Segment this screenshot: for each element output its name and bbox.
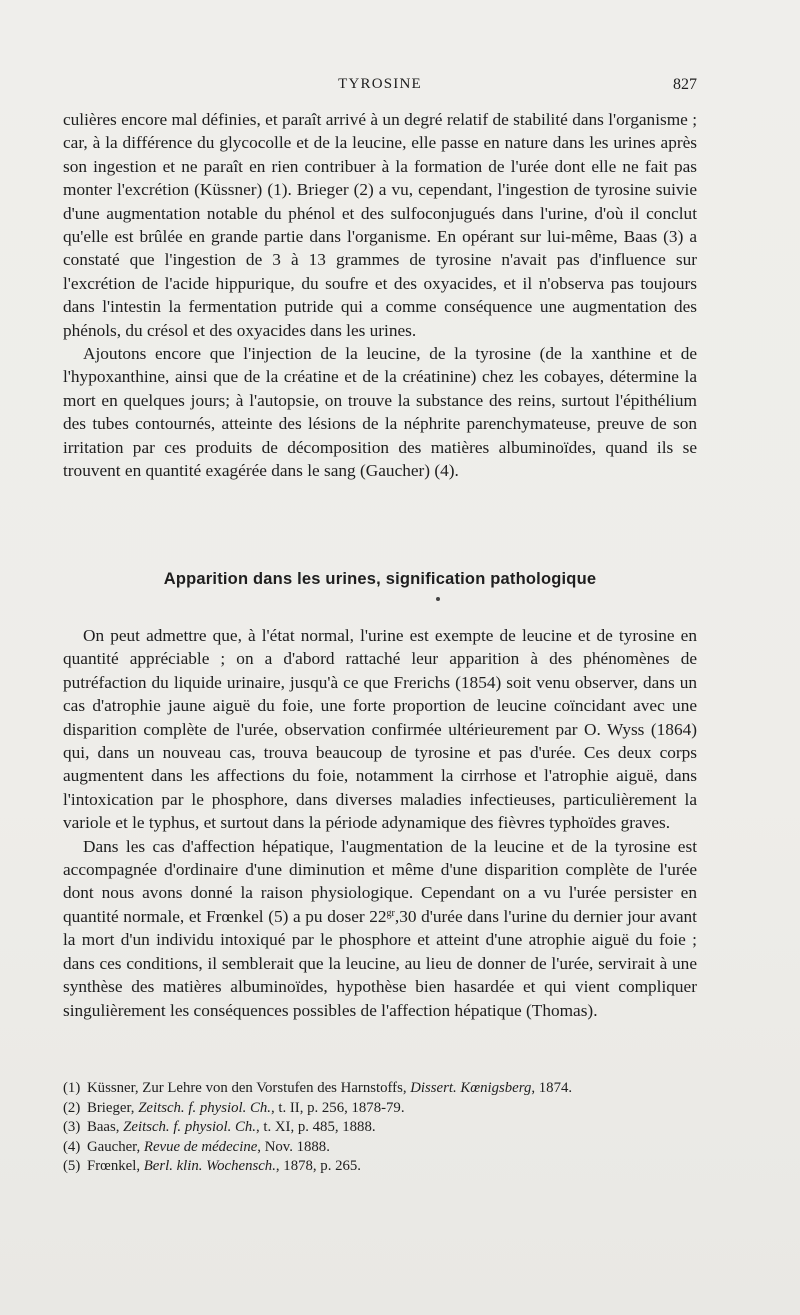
footnote-source: Zeitsch. f. physiol. Ch. bbox=[123, 1119, 256, 1135]
footnotes bbox=[63, 1079, 713, 1177]
paragraph: On peut admettre que, à l'état normal, l'urine est exempte de leucine et de tyrosine en quantité appréciable ; on a d'abord rattaché leur apparition à des phénomènes de putréfaction du liquide urinaire, jusqu'à ce que Frerichs (1854) soit venu observer, dans un cas d'atrophie jaune aiguë du foie, une forte proportion de leucine coïncidant avec une disparition complète de l'urée, observation confirmée ultérieurement par O. Wyss (1864) qui, dans un nouveau cas, trouva beaucoup de tyrosine et pas d'urée. Ces deux corps augmentent dans les affections du foie, notamment la cirrhose et l'atrophie aiguë, dans l'intoxication par le phosphore, dans diverses maladies infectieuses, particulièrement la variole et le typhus, et surtout dans la période adynamique des fièvres typhoïdes graves. bbox=[63, 626, 697, 833]
paragraph-text: ,30 d'urée dans l'urine du dernier jour avant la mort d'un individu intoxiqué par le phosphore et atteint d'une atrophie aiguë du foie ; dans ces conditions, il semblerait que la leucine, au lieu de donner de l'urée, servirait à une synthèse des matières albuminoïdes, hypothèse bien hasardée et qui vient compliquer singulièrement les conséquences possibles de l'affection hépatique (Thomas). bbox=[63, 906, 697, 1020]
footnote-number: (1) bbox=[63, 1080, 81, 1096]
section-heading: Apparition dans les urines, signification pathologique bbox=[163, 570, 597, 588]
footnote-text: Frœnkel, bbox=[87, 1158, 144, 1174]
footnote-text: Brieger, bbox=[87, 1099, 139, 1116]
body-text-bottom bbox=[63, 624, 697, 1022]
footnote-source: Revue de médecine bbox=[143, 1138, 258, 1155]
footnote-text: Baas, bbox=[87, 1119, 124, 1135]
running-head bbox=[63, 76, 697, 100]
footnote bbox=[63, 1138, 713, 1158]
page-number: 827 bbox=[673, 76, 697, 93]
footnote-text: Gaucher, bbox=[87, 1138, 144, 1155]
body-text-top bbox=[63, 108, 697, 483]
paragraph: culières encore mal définies, et paraît arrivé à un degré relatif de stabilité dans l'organisme ; car, à la différence du glycocolle et de la leucine, elle passe en nature dans les urines après son ingestion et ne paraît en rien contribuer à la formation de l'urée dont elle ne fait pas monter l'excrétion (Küssner) (1). Brieger (2) a vu, cependant, l'ingestion de tyrosine suivie d'une augmentation notable du phénol et des sulfoconjugués dans l'urine, d'où il conclut qu'elle est brûlée en grande partie dans l'organisme. En opérant sur lui-même, Baas (3) a constaté que l'ingestion de 3 à 13 grammes de tyrosine n'avait pas d'influence sur l'excrétion de l'acide hippurique, du soufre et des oxyacides, et il n'observa pas toujours dans l'intestin la fermentation putride qui a comme conséquence une augmentation des phénols, du crésol et des oxyacides dans les urines. bbox=[63, 110, 697, 340]
running-title: TYROSINE bbox=[338, 76, 422, 92]
footnote bbox=[63, 1099, 713, 1119]
footnote-number: (5) bbox=[63, 1158, 81, 1174]
superscript-unit: gr bbox=[386, 907, 395, 919]
footnote-source: Zeitsch. f. physiol. Ch. bbox=[138, 1099, 271, 1116]
footnote-tail: , 1878, p. 265. bbox=[275, 1158, 361, 1174]
footnote-tail: , t. XI, p. 485, 1888. bbox=[255, 1119, 376, 1135]
paragraph bbox=[63, 835, 697, 1022]
footnote-number: (2) bbox=[63, 1099, 81, 1116]
footnote-text: Küssner, Zur Lehre von den Vorstufen des Harnstoffs, bbox=[87, 1080, 411, 1096]
footnote-source: Berl. klin. Wochensch. bbox=[143, 1158, 276, 1174]
footnote-source: Dissert. Kœnigsberg bbox=[410, 1080, 532, 1096]
footnote-number: (4) bbox=[63, 1138, 81, 1155]
footnote-tail: , t. II, p. 256, 1878-79. bbox=[270, 1099, 405, 1116]
paragraph-text: Dans les cas d'affection hépatique, l'augmentation de la leucine et de la tyrosine est accompagnée d'ordinaire d'une diminution et même d'une disparition complète de l'urée dont nous avons donné la raison physiologique. Cependant on a vu l'urée persister en quantité normale, et Frœnkel (5) a pu doser 22 bbox=[63, 836, 697, 926]
footnote bbox=[63, 1079, 713, 1099]
ornament-dot bbox=[436, 597, 440, 601]
footnote-tail: , Nov. 1888. bbox=[257, 1138, 330, 1155]
paragraph: Ajoutons encore que l'injection de la leucine, de la tyrosine (de la xanthine et de l'hypoxanthine, ainsi que de la créatine et de la créatinine) chez les cobayes, détermine la mort en quelques jours; à l'autopsie, on trouve la substance des reins, surtout l'épithélium des tubes contournés, atteinte des lésions de la néphrite parenchymateuse, preuve de son irritation par ces produits de décomposition des matières albuminoïdes, quand ils se trouvent en quantité exagérée dans le sang (Gaucher) (4). bbox=[63, 344, 697, 481]
footnote-number: (3) bbox=[63, 1119, 81, 1135]
footnote-tail: , 1874. bbox=[531, 1080, 573, 1096]
footnote bbox=[63, 1118, 713, 1138]
footnote bbox=[63, 1157, 713, 1177]
